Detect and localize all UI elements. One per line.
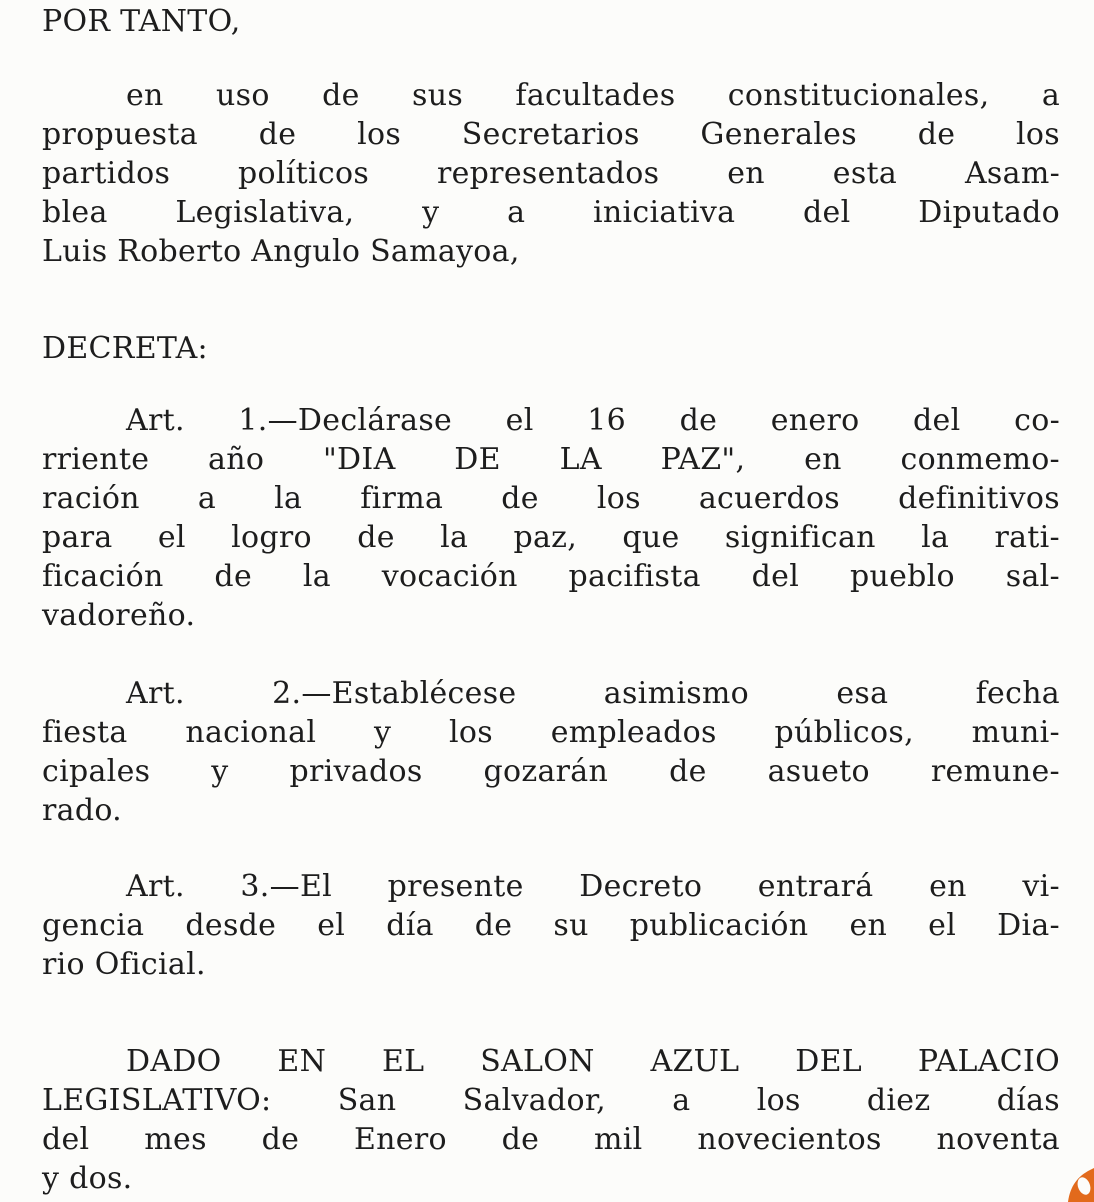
heading-por-tanto — [42, 2, 1060, 41]
heading-por-tanto-text: POR TANTO, — [42, 4, 241, 39]
article-2 — [42, 674, 1060, 830]
article-1 — [42, 401, 1060, 635]
article-1-line: ficación de la vocación pacifista del pueblo sal- — [42, 559, 1060, 594]
intro-line: blea Legislativa, y a iniciativa del Diputado — [42, 195, 1060, 230]
closing-line: del mes de Enero de mil novecientos noventa — [42, 1122, 1060, 1157]
article-3-line: Art. 3.—El presente Decreto entrará en vi- — [126, 869, 1060, 904]
article-1-line: Art. 1.—Declárase el 16 de enero del co- — [126, 403, 1060, 438]
article-2-line: rado. — [42, 793, 123, 828]
closing-paragraph — [42, 1042, 1060, 1198]
intro-line: Luis Roberto Angulo Samayoa, — [42, 234, 520, 269]
article-1-line: ración a la firma de los acuerdos definitivos — [42, 481, 1060, 516]
closing-line: y dos. — [42, 1161, 133, 1196]
article-3-line: rio Oficial. — [42, 947, 206, 982]
closing-line: DADO EN EL SALON AZUL DEL PALACIO — [126, 1044, 1060, 1079]
heading-decreta-text: DECRETA: — [42, 331, 208, 366]
closing-line: LEGISLATIVO: San Salvador, a los diez días — [42, 1083, 1060, 1118]
article-3-line: gencia desde el día de su publicación en el Dia- — [42, 908, 1060, 943]
article-2-line: fiesta nacional y los empleados públicos, muni- — [42, 715, 1060, 750]
heading-decreta — [42, 329, 1060, 368]
article-2-line: Art. 2.—Establécese asimismo esa fecha — [126, 676, 1060, 711]
article-3 — [42, 867, 1060, 984]
intro-line: propuesta de los Secretarios Generales de los — [42, 117, 1060, 152]
intro-line: en uso de sus facultades constitucionales, a — [126, 78, 1060, 113]
article-2-line: cipales y privados gozarán de asueto remune- — [42, 754, 1060, 789]
article-1-line: para el logro de la paz, que significan la rati- — [42, 520, 1060, 555]
article-1-line: rriente año "DIA DE LA PAZ", en conmemo- — [42, 442, 1060, 477]
intro-paragraph — [42, 76, 1060, 271]
intro-line: partidos políticos representados en esta Asam- — [42, 156, 1060, 191]
watermark-corner-mark — [1034, 1156, 1094, 1202]
article-1-line: vadoreño. — [42, 598, 196, 633]
